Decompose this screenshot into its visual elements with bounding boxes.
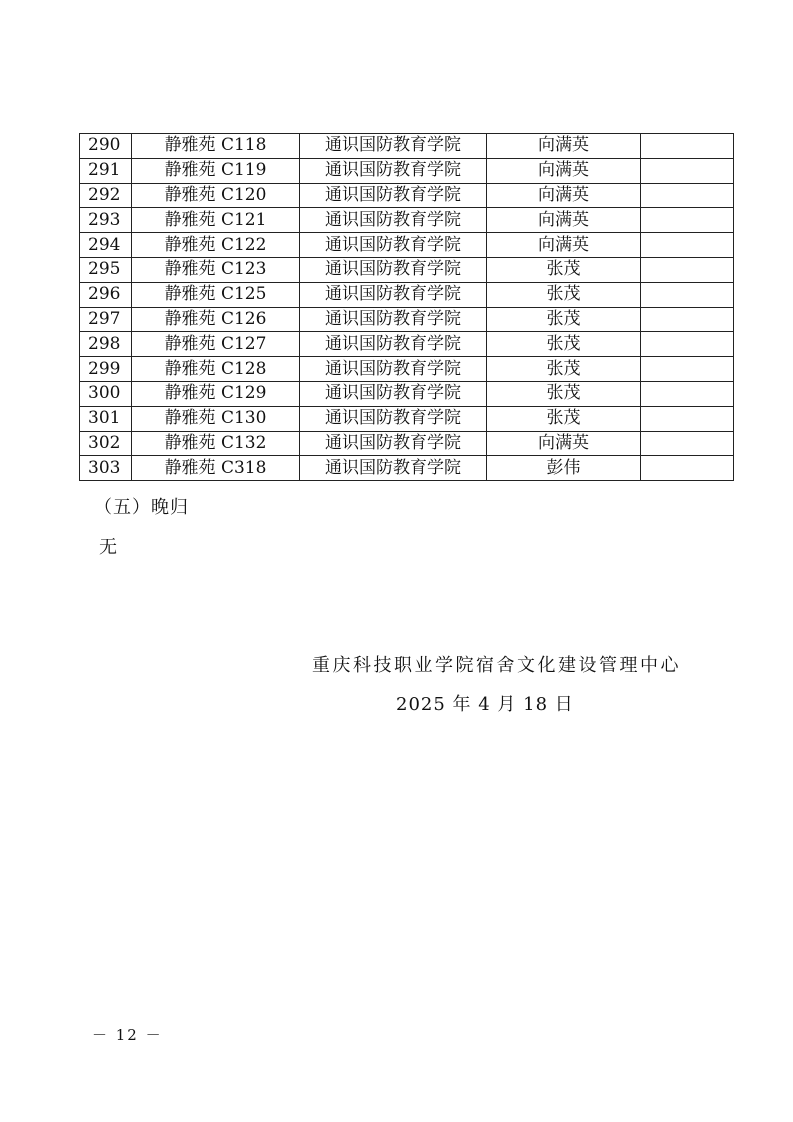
table-row (80, 233, 734, 258)
cell-college: 通识国防教育学院 (300, 307, 487, 332)
cell-college: 通识国防教育学院 (300, 134, 487, 159)
cell-teacher: 向满英 (487, 208, 641, 233)
cell-note (641, 406, 734, 431)
section-heading: （五）晚归 (94, 497, 189, 518)
cell-room: 静雅苑 C122 (132, 233, 300, 258)
cell-note (641, 158, 734, 183)
table-row (80, 307, 734, 332)
cell-room: 静雅苑 C127 (132, 332, 300, 357)
cell-teacher: 向满英 (487, 431, 641, 456)
cell-number: 292 (80, 183, 132, 208)
cell-teacher: 向满英 (487, 134, 641, 159)
cell-room: 静雅苑 C318 (132, 456, 300, 481)
cell-room: 静雅苑 C118 (132, 134, 300, 159)
table-row (80, 381, 734, 406)
cell-teacher: 张茂 (487, 357, 641, 382)
table-row (80, 134, 734, 159)
cell-room: 静雅苑 C121 (132, 208, 300, 233)
dormitory-table (79, 133, 734, 481)
cell-note (641, 381, 734, 406)
table-row (80, 257, 734, 282)
signature-organization: 重庆科技职业学院宿舍文化建设管理中心 (312, 655, 681, 676)
cell-number: 293 (80, 208, 132, 233)
cell-number: 301 (80, 406, 132, 431)
cell-room: 静雅苑 C129 (132, 381, 300, 406)
cell-college: 通识国防教育学院 (300, 357, 487, 382)
table-row (80, 282, 734, 307)
cell-college: 通识国防教育学院 (300, 406, 487, 431)
cell-note (641, 307, 734, 332)
cell-room: 静雅苑 C128 (132, 357, 300, 382)
cell-teacher: 向满英 (487, 233, 641, 258)
section-body-text: 无 (99, 537, 117, 558)
cell-college: 通识国防教育学院 (300, 233, 487, 258)
cell-number: 294 (80, 233, 132, 258)
cell-teacher: 张茂 (487, 257, 641, 282)
cell-teacher: 张茂 (487, 307, 641, 332)
cell-college: 通识国防教育学院 (300, 431, 487, 456)
cell-number: 303 (80, 456, 132, 481)
cell-room: 静雅苑 C126 (132, 307, 300, 332)
cell-note (641, 357, 734, 382)
cell-teacher: 张茂 (487, 381, 641, 406)
cell-note (641, 332, 734, 357)
cell-note (641, 183, 734, 208)
table-row (80, 158, 734, 183)
cell-note (641, 134, 734, 159)
cell-room: 静雅苑 C132 (132, 431, 300, 456)
table-body (80, 134, 734, 481)
cell-teacher: 张茂 (487, 406, 641, 431)
cell-number: 291 (80, 158, 132, 183)
table-row (80, 456, 734, 481)
cell-college: 通识国防教育学院 (300, 332, 487, 357)
cell-college: 通识国防教育学院 (300, 456, 487, 481)
cell-number: 290 (80, 134, 132, 159)
cell-room: 静雅苑 C125 (132, 282, 300, 307)
table-row (80, 183, 734, 208)
cell-teacher: 向满英 (487, 183, 641, 208)
cell-note (641, 431, 734, 456)
signature-date: 2025 年 4 月 18 日 (396, 694, 574, 715)
cell-number: 299 (80, 357, 132, 382)
cell-room: 静雅苑 C119 (132, 158, 300, 183)
cell-room: 静雅苑 C123 (132, 257, 300, 282)
cell-note (641, 257, 734, 282)
cell-college: 通识国防教育学院 (300, 208, 487, 233)
cell-college: 通识国防教育学院 (300, 282, 487, 307)
cell-room: 静雅苑 C120 (132, 183, 300, 208)
cell-college: 通识国防教育学院 (300, 183, 487, 208)
cell-note (641, 208, 734, 233)
cell-number: 302 (80, 431, 132, 456)
cell-number: 298 (80, 332, 132, 357)
table-row (80, 208, 734, 233)
cell-note (641, 282, 734, 307)
table-row (80, 332, 734, 357)
cell-teacher: 彭伟 (487, 456, 641, 481)
cell-teacher: 向满英 (487, 158, 641, 183)
cell-college: 通识国防教育学院 (300, 158, 487, 183)
cell-note (641, 456, 734, 481)
cell-number: 295 (80, 257, 132, 282)
table-row (80, 406, 734, 431)
table-row (80, 357, 734, 382)
cell-college: 通识国防教育学院 (300, 257, 487, 282)
cell-number: 297 (80, 307, 132, 332)
cell-teacher: 张茂 (487, 282, 641, 307)
table-row (80, 431, 734, 456)
cell-room: 静雅苑 C130 (132, 406, 300, 431)
cell-note (641, 233, 734, 258)
cell-college: 通识国防教育学院 (300, 381, 487, 406)
cell-number: 300 (80, 381, 132, 406)
page-number: － 12 － (92, 1026, 163, 1044)
cell-teacher: 张茂 (487, 332, 641, 357)
cell-number: 296 (80, 282, 132, 307)
